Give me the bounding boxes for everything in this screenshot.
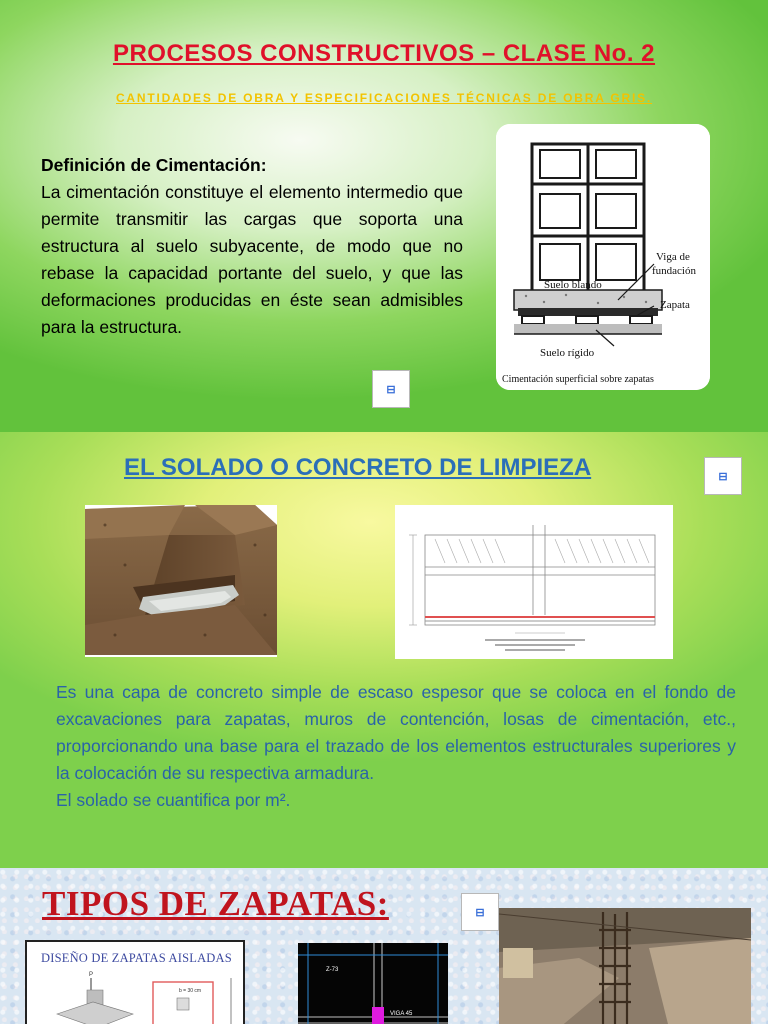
rebar-cage-drawing: [499, 908, 751, 1024]
label-suelo-blando: Suelo blando: [544, 279, 602, 291]
isolated-footing-card: [25, 940, 245, 1024]
excavation-drawing: [85, 505, 277, 657]
slide-1-title: PROCESOS CONSTRUCTIVOS – CLASE No. 2: [112, 40, 656, 67]
foundation-diagram-drawing: [496, 124, 710, 390]
isolated-footing-title: DISEÑO DE ZAPATAS AISLADAS: [41, 951, 232, 965]
solado-description: [56, 679, 736, 814]
embedded-object-button[interactable]: [372, 370, 410, 408]
embed-icon: ⊟: [475, 906, 485, 919]
definition-body: La cimentación constituye el elemento intermedio que permite transmitir las cargas que soporta una estructura al suelo subyacente, de modo que no rebase la capacidad portante del suelo, y que las deformaciones producidas en éste sean admisibles para la estructura.: [41, 182, 463, 337]
solado-paragraph: Es una capa de concreto simple de escaso espesor que se coloca en el fondo de excavaciones para zapatas, muros de contención, losas de cimentación, etc., proporcionando una base para el trazado de los elementos estructurales superiores y la colocación de su respectiva armadura.: [56, 682, 736, 783]
slide-1: [0, 0, 768, 432]
embedded-object-button[interactable]: [461, 893, 499, 931]
slide-2-title: EL SOLADO O CONCRETO DE LIMPIEZA: [124, 454, 592, 481]
footing-plan-drawing: [298, 943, 448, 1024]
label-viga-1: Viga de: [656, 251, 690, 263]
definition-heading: Definición de Cimentación:: [41, 155, 267, 175]
label-p: P: [89, 972, 94, 978]
solado-note: El solado se cuantifica por m².: [56, 790, 291, 810]
isolated-footing-drawing: [27, 968, 243, 1024]
slide-1-subtitle: CANTIDADES DE OBRA Y ESPECIFICACIONES TÉCNICAS DE OBRA GRIS.: [115, 91, 653, 105]
slide-2: [0, 432, 768, 868]
rebar-cage-photo: [499, 908, 751, 1024]
slide-3: [0, 868, 768, 1024]
embed-icon: ⊟: [386, 383, 396, 396]
definition-block: [41, 152, 463, 341]
excavation-image: [85, 505, 277, 657]
label-suelo-rigido: Suelo rígido: [540, 347, 595, 359]
footing-section-drawing: [395, 505, 673, 659]
footing-section-svg: [395, 505, 673, 659]
label-viga-2: fundación: [652, 265, 696, 277]
figure-caption: Cimentación superficial sobre zapatas: [502, 374, 654, 385]
embedded-object-button[interactable]: [704, 457, 742, 495]
label-b: b = 30 cm: [179, 988, 202, 994]
footing-plan-svg: [298, 943, 448, 1024]
label-viga45: VIGA 45: [390, 1011, 413, 1017]
slide-3-title: TIPOS DE ZAPATAS:: [42, 884, 389, 923]
embed-icon: ⊟: [718, 470, 728, 483]
label-zapata: Zapata: [660, 299, 690, 311]
foundation-diagram: [496, 124, 710, 390]
label-z73: Z-73: [326, 967, 339, 973]
